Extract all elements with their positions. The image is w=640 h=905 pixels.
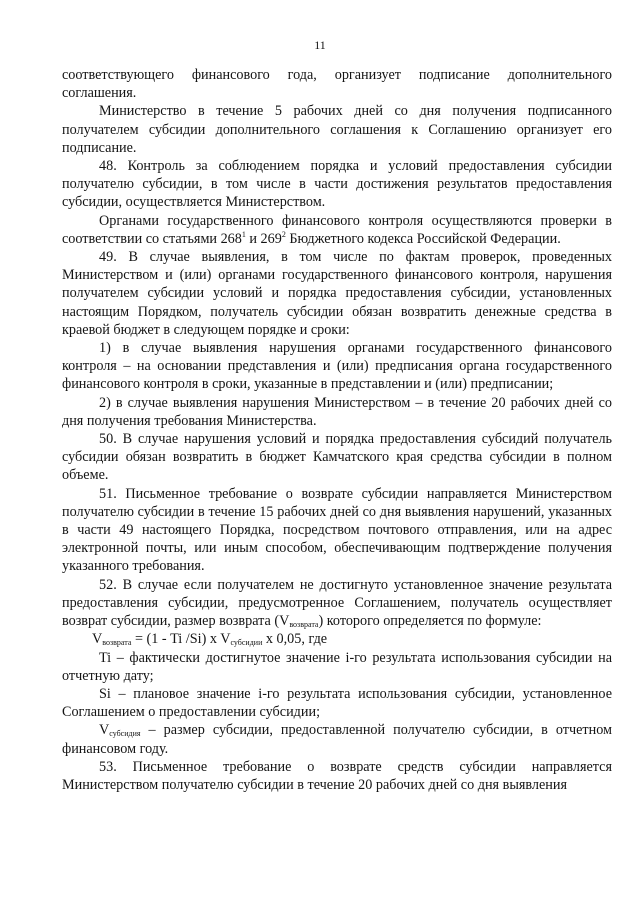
paragraph-definition-si: Si – плановое значение i-го результата использования субсидии, установленное Соглашением о предоставлении субсидии;: [62, 685, 612, 721]
text-segment: V: [99, 722, 110, 739]
paragraph-clause-52: [62, 576, 612, 631]
paragraph-definition-ti: Ti – фактически достигнутое значение i-го результата использования субсидии на отчетную дату;: [62, 649, 612, 684]
text-segment: Бюджетного кодекса Российской Федерации.: [285, 230, 561, 247]
paragraph: соответствующего финансового года, организует подписание дополнительного соглашения.: [62, 67, 612, 102]
text-segment: – размер субсидии, предоставленной получателю субсидии, в отчетном финансовом году.: [62, 722, 612, 757]
paragraph-clause-50: 50. В случае нарушения условий и порядка предоставления субсидий получатель субсидии обязан возвратить в бюджет Камчатского края средства субсидии в полном объеме.: [62, 431, 612, 484]
text-segment: и 269: [245, 230, 282, 247]
text-segment: 52. В случае если получателем не достигнуто установленное значение результата предоставления субсидии, предусмотренное Соглашением, получатель осуществляет возврат субсидии, размер возврата (V: [62, 576, 612, 630]
subscript: субсидия: [109, 729, 141, 739]
paragraph: Министерство в течение 5 рабочих дней со дня получения подписанного получателем субсидии дополнительного соглашения к Соглашению организует его подписание.: [62, 103, 612, 156]
document-body: [62, 66, 612, 794]
formula-text: x 0,05, где: [262, 631, 328, 648]
formula-text: = (1 - Ti /Si) x V: [131, 631, 231, 648]
paragraph-clause-53: 53. Письменное требование о возврате средств субсидии направляется Министерством получателю субсидии в течение 20 рабочих дней со дня выявления: [62, 758, 612, 793]
superscript: 1: [241, 229, 246, 239]
subscript: субсидии: [230, 638, 263, 648]
paragraph-definition-v: [62, 721, 612, 757]
subscript: возврата: [289, 620, 319, 630]
subscript: возврата: [102, 638, 132, 648]
paragraph-subclause-2: 2) в случае выявления нарушения Министерством – в течение 20 рабочих дней со дня получения требования Министерства.: [62, 394, 612, 429]
text-segment: ) которого определяется по формуле:: [318, 613, 542, 630]
paragraph-clause-49: 49. В случае выявления, в том числе по фактам проверок, проведенных Министерством и (или) органами государственного финансового контроля, нарушения получателем субсидии условий и порядка предоставления субсидии, установленных настоящим Порядком, получатель субсидии обязан возвратить денежные средства в краевой бюджет в следующем порядке и сроки:: [62, 249, 612, 338]
text-segment: Органами государственного финансового контроля осуществляются проверки в соответствии со статьями 268: [62, 212, 612, 247]
page-number: 11: [314, 38, 326, 52]
formula-text: V: [92, 631, 103, 648]
paragraph-clause-51: 51. Письменное требование о возврате субсидии направляется Министерством получателю субсидии в течение 15 рабочих дней со дня выявления нарушений, указанных в части 49 настоящего Порядка, посредством почтового отправления, или на адрес электронной почты, или иным способом, обеспечивающим подтверждение получения указанного требования.: [62, 485, 612, 575]
paragraph-subclause-1: 1) в случае выявления нарушения органами государственного финансового контроля – на основании представления и (или) предписания органа государственного финансового контроля в сроки, указанные в представлении и (или) предписании;: [62, 340, 612, 393]
paragraph-clause-48: 48. Контроль за соблюдением порядка и условий предоставления субсидии получателю субсидии, в том числе в части достижения результатов предоставления субсидии, осуществляется Министерством.: [62, 158, 612, 211]
paragraph: [62, 212, 612, 248]
superscript: 2: [281, 229, 286, 239]
formula: [62, 630, 612, 648]
